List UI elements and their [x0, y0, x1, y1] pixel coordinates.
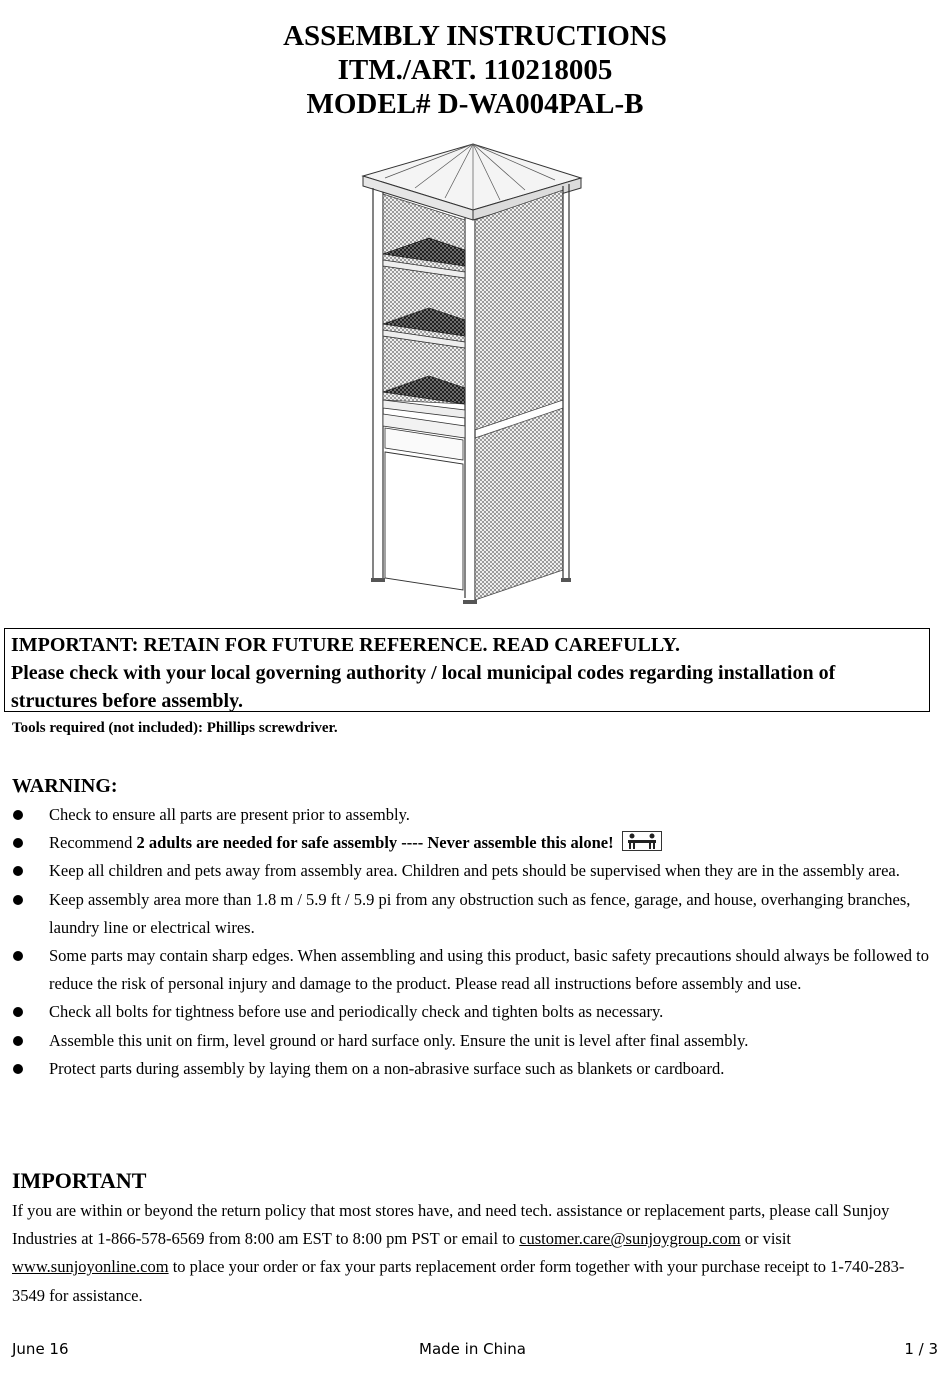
tools-required: Tools required (not included): Phillips screwdriver. [12, 720, 338, 736]
two-people-icon [622, 831, 662, 851]
list-item: Recommend 2 adults are needed for safe assembly ---- Never assemble this alone! [12, 829, 937, 857]
list-item: Check to ensure all parts are present prior to assembly. [12, 801, 937, 829]
list-item: Keep assembly area more than 1.8 m / 5.9 ft / 5.9 pi from any obstruction such as fence, garage, and house, overhanging branches, laundry line or electrical wires. [12, 886, 937, 942]
important-line-2: Please check with your local governing authority / local municipal codes regarding installation of [11, 662, 836, 684]
bullet-icon [13, 866, 23, 876]
bullet-icon [13, 951, 23, 961]
list-item: Assemble this unit on firm, level ground or hard surface only. Ensure the unit is level after final assembly. [12, 1027, 937, 1055]
bullet-icon [13, 810, 23, 820]
important-line-3: structures before assembly. [11, 690, 244, 712]
product-illustration [355, 138, 595, 613]
list-item: Keep all children and pets away from assembly area. Children and pets should be supervised when they are in the assembly area. [12, 857, 937, 885]
bullet-icon [13, 1064, 23, 1074]
warning-list [12, 801, 937, 1083]
bullet-icon [13, 1007, 23, 1017]
title-line-1: ASSEMBLY INSTRUCTIONS [283, 20, 667, 52]
important-line-1: IMPORTANT: RETAIN FOR FUTURE REFERENCE. READ CAREFULLY. [11, 634, 680, 656]
footer-date: June 16 [12, 1340, 69, 1358]
bullet-icon [13, 838, 23, 848]
email-link[interactable]: customer.care@sunjoygroup.com [519, 1229, 741, 1249]
important-notice-box [4, 628, 930, 712]
list-item: Check all bolts for tightness before use and periodically check and tighten bolts as necessary. [12, 998, 937, 1026]
footer-origin: Made in China [419, 1340, 526, 1358]
bullet-icon [13, 1036, 23, 1046]
title-line-2: ITM./ART. 110218005 [337, 54, 613, 86]
footer-page-number: 1 / 3 [904, 1340, 938, 1358]
important-title: IMPORTANT [12, 1168, 147, 1193]
important-body: If you are within or beyond the return policy that most stores have, and need tech. assistance or replacement parts, please call Sunjoy Industries at 1-866-578-6569 from 8:00 am EST to 8:00 pm PST or email to customer.care@sunjoygroup.com or visit www.sunjoyonline.com to place your order or fax your parts replacement order form together with your purchase receipt to 1-740-283-3549 for assistance. [12, 1201, 905, 1305]
title-line-3: MODEL# D-WA004PAL-B [306, 88, 644, 120]
warning-title: WARNING: [12, 775, 118, 797]
list-item: Some parts may contain sharp edges. When assembling and using this product, basic safety precautions should always be followed to reduce the risk of personal injury and damage to the product. Please read all instructions before assembly and use. [12, 942, 937, 998]
list-item: Protect parts during assembly by laying them on a non-abrasive surface such as blankets or cardboard. [12, 1055, 937, 1083]
bullet-icon [13, 895, 23, 905]
website-link[interactable]: www.sunjoyonline.com [12, 1257, 169, 1277]
